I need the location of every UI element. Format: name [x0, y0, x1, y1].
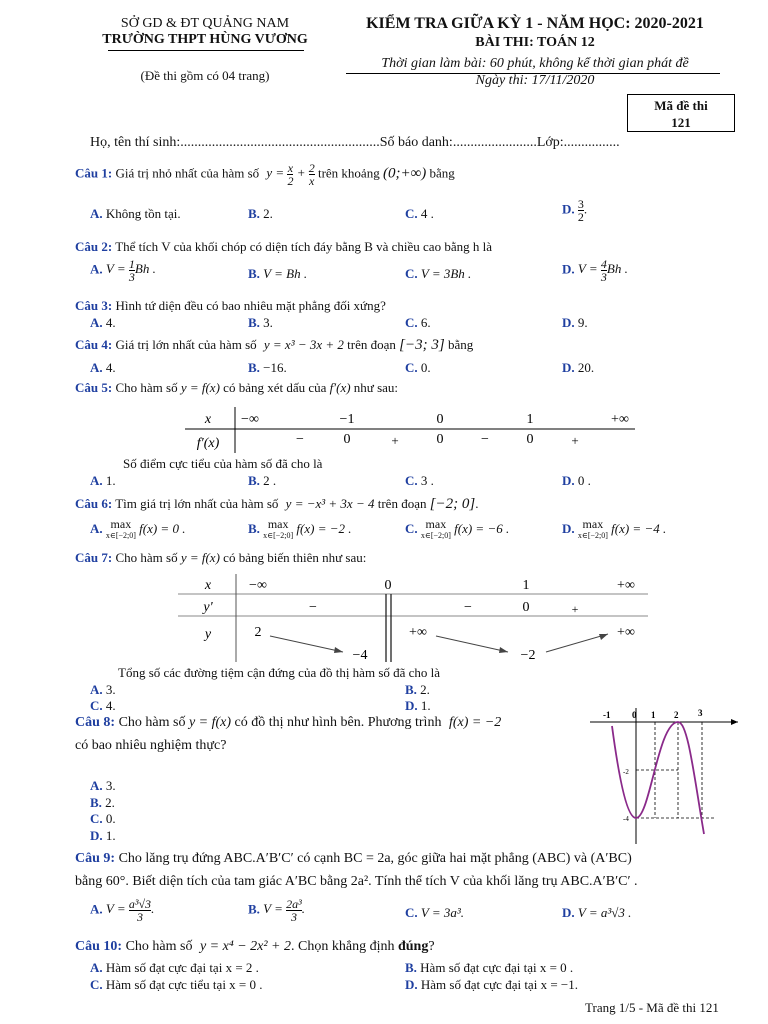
option-letter: C.	[405, 520, 418, 536]
option-letter: C.	[405, 360, 418, 375]
answer-a[interactable]	[90, 473, 116, 489]
table-sign: +	[391, 433, 399, 448]
answer-text: Hàm số đạt cực đại tại x = 0 .	[420, 960, 574, 975]
answer-text: Hàm số đạt cực tiểu tại x = 0 .	[105, 977, 263, 992]
question-text: Thể tích V của khối chóp có diện tích đáy bằng B và chiều cao bằng h là	[115, 239, 492, 254]
answer-a[interactable]	[90, 315, 116, 331]
option-letter: B.	[248, 473, 260, 488]
answer-text: 0.	[105, 811, 116, 826]
answer-text: 0.	[420, 360, 431, 375]
answer-formula: V = a³√3 .	[577, 905, 632, 920]
graph-label: 1	[651, 710, 656, 720]
option-letter: D.	[562, 473, 575, 488]
department-name: SỞ GD & ĐT QUẢNG NAM	[120, 16, 290, 31]
question-label: Câu 4:	[75, 337, 113, 352]
option-letter: D.	[405, 698, 418, 713]
question-label: Câu 9:	[75, 851, 116, 866]
question-label: Câu 10:	[75, 939, 123, 954]
question-text: có đồ thị như hình bên. Phương trình	[234, 715, 442, 730]
question-8	[75, 715, 501, 731]
answer-c[interactable]	[90, 698, 116, 714]
answer-a[interactable]	[90, 258, 156, 283]
answer-text: 2 .	[263, 473, 277, 488]
question-text: trên đoạn	[377, 496, 427, 511]
answer-formula: f(x) = −6 .	[454, 520, 510, 536]
answer-a[interactable]	[90, 960, 259, 976]
answer-text: 9.	[577, 315, 588, 330]
question-label: Câu 1:	[75, 165, 113, 181]
option-letter: A.	[90, 473, 103, 488]
table-fprime-label: f′(x)	[196, 436, 220, 451]
option-letter: A.	[90, 778, 103, 793]
answer-text: 4.	[105, 360, 116, 375]
answer-b[interactable]	[248, 315, 273, 331]
question-9-line2: bằng 60°. Biết diện tích của tam giác A′BC bằng 2a². Tính thể tích V của khối lăng trụ ABC.A′B′C′ .	[75, 874, 638, 889]
formula: f′(x)	[329, 380, 351, 395]
table-x-value: −1	[339, 412, 355, 427]
table-sign: 0	[526, 432, 534, 447]
question-label: Câu 5:	[75, 380, 113, 395]
answer-a[interactable]	[90, 778, 116, 794]
table-x-value: +∞	[611, 412, 629, 427]
answer-c[interactable]	[405, 266, 471, 282]
graph-label: 3	[698, 708, 703, 718]
school-name: TRƯỜNG THPT HÙNG VƯƠNG	[102, 32, 308, 47]
table-x-value: 1	[526, 412, 534, 427]
table-x-value: 0	[384, 578, 392, 593]
answer-b[interactable]	[248, 266, 307, 282]
formula: y = $\frac{x}{2}$ + $\frac{2}{x}$	[266, 161, 315, 188]
option-letter: C.	[405, 266, 418, 281]
formula: [−2; 0]	[429, 496, 476, 512]
table-x-label: x	[204, 578, 212, 593]
answer-c[interactable]	[90, 977, 263, 993]
option-letter: C.	[405, 905, 418, 920]
graph-label: 2	[674, 710, 679, 720]
answer-text: −16.	[263, 360, 287, 375]
pages-note: (Đề thi gồm có 04 trang)	[140, 68, 270, 83]
question-text: ?	[428, 939, 435, 954]
answer-d[interactable]: D. $\frac{3}{2}$ .	[562, 197, 588, 224]
exam-title: KIỂM TRA GIỮA KỲ 1 - NĂM HỌC: 2020-2021	[366, 15, 704, 32]
table-y-value: −4	[352, 648, 368, 663]
answer-a[interactable]	[90, 206, 181, 222]
question-text: trên khoảng	[317, 165, 380, 181]
answer-formula: V = 3Bh .	[420, 266, 472, 281]
question-label: Câu 3:	[75, 298, 113, 313]
answer-b[interactable]	[248, 898, 305, 923]
answer-a[interactable]	[90, 360, 116, 376]
question-text: Cho hàm số	[115, 550, 178, 565]
answer-text: 3.	[105, 778, 116, 793]
table-x-value: 1	[522, 578, 530, 593]
table-x-value: −∞	[241, 412, 259, 427]
option-letter: A.	[90, 682, 103, 697]
table-sign: −	[464, 600, 472, 615]
fraction-three-halves: $\frac{3}{2}$	[577, 197, 584, 224]
max-operator: max x∈[−2;0]	[420, 517, 451, 540]
exam-subject: BÀI THI: TOÁN 12	[475, 35, 595, 50]
answer-b[interactable]	[248, 518, 352, 542]
answer-d[interactable]	[562, 905, 631, 921]
option-letter: A.	[90, 901, 103, 917]
question-text: Giá trị lớn nhất của hàm số	[115, 337, 257, 352]
option-letter: A.	[90, 360, 103, 375]
option-letter: B.	[248, 360, 260, 375]
answer-formula: V = $\frac{4}{3}$ Bh .	[577, 257, 628, 284]
answer-c[interactable]	[405, 206, 434, 222]
answer-b[interactable]	[405, 682, 430, 698]
table-sign: +	[571, 433, 579, 448]
answer-text: 1.	[105, 828, 116, 843]
answer-d[interactable]	[90, 828, 116, 844]
option-letter: D.	[90, 828, 103, 843]
option-letter: D.	[562, 360, 575, 375]
table-sign: 0	[343, 432, 351, 447]
answer-c[interactable]	[405, 905, 464, 921]
answer-formula: f(x) = −4 .	[611, 520, 667, 536]
answer-a[interactable]	[90, 682, 116, 698]
question-text: Cho hàm số	[125, 939, 193, 954]
answer-formula: V = 3a³.	[420, 905, 465, 920]
school-underline	[108, 50, 304, 51]
table-y-value: 2	[254, 625, 262, 640]
question-text: như sau:	[353, 380, 399, 395]
question-4	[75, 337, 473, 354]
table-x-value: −∞	[249, 578, 267, 593]
answer-text: 4.	[105, 698, 116, 713]
option-letter: B.	[90, 795, 102, 810]
option-letter: B.	[405, 682, 417, 697]
graph-label: -4	[623, 815, 629, 823]
question-text: trên đoạn	[347, 337, 396, 352]
table-sign: +	[571, 602, 579, 616]
option-letter: C.	[405, 473, 418, 488]
question-7	[75, 550, 366, 566]
option-letter: A.	[90, 206, 103, 221]
option-letter: C.	[405, 206, 418, 221]
option-letter: D.	[562, 520, 575, 536]
answer-text: 2.	[263, 206, 273, 221]
table-sign: −	[296, 432, 304, 447]
question-5-prompt: Số điểm cực tiểu của hàm số đã cho là	[123, 456, 323, 471]
question-text: Cho hàm số	[118, 715, 186, 730]
question-text: Giá trị nhỏ nhất của hàm số	[115, 165, 260, 181]
answer-d[interactable]	[562, 360, 594, 376]
option-letter: A.	[90, 520, 103, 536]
question-text: có bảng xét dấu của	[223, 380, 327, 395]
question-5	[75, 380, 398, 396]
question-text: Cho lăng trụ đứng ABC.A′B′C′ có cạnh BC = 2a, góc giữa hai mặt phẳng (ABC) và (A′BC)	[118, 851, 632, 866]
question-7-prompt: Tổng số các đường tiệm cận đứng của đồ thị hàm số đã cho là	[118, 665, 441, 680]
formula: y = x⁴ − 2x² + 2	[199, 939, 292, 954]
question-text: Tìm giá trị lớn nhất của hàm số	[115, 496, 279, 511]
max-operator: max x∈[−2;0]	[105, 517, 136, 540]
formula: f(x) = −2	[448, 715, 502, 730]
table-sign: −	[309, 600, 317, 615]
answer-b[interactable]	[90, 795, 115, 811]
question-1	[75, 162, 455, 187]
graph-label: -2	[623, 768, 629, 776]
option-letter: B.	[248, 520, 260, 536]
option-letter: C.	[90, 977, 103, 992]
formula: y = f(x)	[180, 380, 220, 395]
option-letter: D.	[562, 261, 575, 277]
table-y-value: +∞	[617, 625, 635, 640]
graph-label: -1	[603, 710, 611, 720]
answer-c[interactable]	[405, 360, 431, 376]
answer-text: Không tồn tại.	[105, 206, 181, 221]
formula: y = f(x)	[180, 550, 220, 565]
formula: y = −x³ + 3x − 4	[285, 496, 375, 511]
option-letter: A.	[90, 261, 103, 277]
table-y-value: −2	[520, 648, 536, 663]
question-text: Hình tứ diện đều có bao nhiêu mặt phẳng đối xứng?	[115, 298, 386, 313]
answer-c[interactable]	[405, 315, 431, 331]
graph-label: 0	[632, 710, 637, 720]
exam-code-label: Mã đề thi	[654, 98, 708, 113]
option-letter: B.	[405, 960, 417, 975]
answer-text: 1.	[420, 698, 431, 713]
formula: y = f(x)	[188, 715, 232, 730]
option-letter: B.	[248, 315, 260, 330]
answer-text: 3.	[105, 682, 116, 697]
option-letter: D.	[405, 977, 418, 992]
question-label: Câu 8:	[75, 715, 116, 730]
answer-text: Hàm số đạt cực đại tại x = 2 .	[105, 960, 259, 975]
option-letter: C.	[405, 315, 418, 330]
question-9	[75, 851, 632, 867]
answer-c[interactable]	[90, 811, 116, 827]
answer-text: 3.	[263, 315, 273, 330]
answer-d[interactable]	[562, 473, 591, 489]
answer-a[interactable]	[90, 898, 154, 923]
answer-text: 3 .	[420, 473, 434, 488]
answer-text: 2.	[420, 682, 430, 697]
option-letter: D.	[562, 315, 575, 330]
max-operator: max x∈[−2;0]	[263, 517, 294, 540]
option-letter: D.	[562, 201, 575, 217]
answer-d[interactable]	[405, 698, 431, 714]
question-8-line2: có bao nhiêu nghiệm thực?	[75, 738, 227, 753]
question-label: Câu 7:	[75, 550, 113, 565]
variation-table	[178, 572, 648, 664]
exam-code-value: 121	[671, 115, 691, 130]
table-y-label: y	[204, 627, 212, 642]
answer-b[interactable]	[248, 206, 273, 222]
max-operator: max x∈[−2;0]	[577, 517, 608, 540]
answer-text: 4 .	[420, 206, 434, 221]
option-letter: B.	[248, 266, 260, 281]
table-sign: −	[481, 432, 489, 447]
answer-formula: f(x) = 0 .	[139, 520, 186, 536]
question-6: Câu 6: Tìm giá trị lớn nhất của hàm số y = −x³ + 3x − 4 trên đoạn [−2; 0].	[75, 496, 479, 512]
question-text: . Chọn khẳng định	[291, 939, 395, 954]
answer-c[interactable]	[405, 518, 509, 542]
option-letter: D.	[562, 905, 575, 920]
question-3	[75, 298, 386, 314]
answer-formula: f(x) = −2 .	[296, 520, 352, 536]
function-graph	[590, 706, 740, 846]
exam-code-box	[627, 94, 735, 132]
answer-formula: V = $\frac{\text{a³√3}}{3}$ .	[105, 897, 155, 924]
table-x-value: 0	[436, 412, 444, 427]
question-text: bằng	[447, 337, 474, 352]
option-letter: B.	[248, 206, 260, 221]
answer-b[interactable]	[248, 360, 287, 376]
formula: y = x³ − 3x + 2	[263, 337, 344, 352]
question-2	[75, 239, 492, 255]
option-letter: A.	[90, 960, 103, 975]
answer-b[interactable]	[405, 960, 573, 976]
answer-a[interactable]	[90, 518, 185, 542]
answer-b[interactable]	[248, 473, 276, 489]
answer-d[interactable]	[562, 258, 628, 283]
option-letter: C.	[90, 811, 103, 826]
emphasis-word: đúng	[397, 939, 429, 954]
question-label: Câu 6:	[75, 496, 113, 511]
page-footer: Trang 1/5 - Mã đề thi 121	[585, 1000, 719, 1015]
answer-text: 0 .	[577, 473, 591, 488]
answer-text: 6.	[420, 315, 431, 330]
table-sign: 0	[522, 600, 530, 615]
formula: [−3; 3]	[399, 337, 445, 353]
question-text: bằng	[429, 165, 455, 181]
answer-text: 1.	[105, 473, 116, 488]
table-x-label: x	[204, 412, 212, 427]
answer-text: 20.	[577, 360, 595, 375]
answer-c[interactable]	[405, 473, 434, 489]
question-text: có bảng biến thiên như sau:	[223, 550, 367, 565]
option-letter: A.	[90, 315, 103, 330]
answer-text: Hàm số đạt cực đại tại x = −1.	[420, 977, 578, 992]
option-letter: B.	[248, 901, 260, 917]
answer-d[interactable]	[562, 518, 666, 542]
answer-d[interactable]	[562, 315, 588, 331]
answer-text: 2.	[105, 795, 115, 810]
table-x-value: +∞	[617, 578, 635, 593]
table-yprime-label: y'	[203, 600, 213, 615]
answer-d[interactable]	[405, 977, 578, 993]
formula: (0;+∞)	[382, 165, 427, 182]
answer-formula: V = $\frac{1}{3}$ Bh .	[105, 257, 156, 284]
question-text: Cho hàm số	[115, 380, 178, 395]
time-note: Thời gian làm bài: 60 phút, không kể thời gian phát đề	[381, 56, 689, 71]
student-info-line: Họ, tên thí sinh:.........................................................Số báo danh:........................Lớp:................	[90, 135, 620, 150]
answer-formula: V = $\frac{\text{2a³}}{3}$ .	[263, 897, 306, 924]
table-y-value: +∞	[409, 625, 427, 640]
sign-table	[180, 405, 640, 455]
option-letter: C.	[90, 698, 103, 713]
question-10	[75, 939, 435, 955]
exam-date: Ngày thi: 17/11/2020	[475, 73, 595, 88]
answer-text: 4.	[105, 315, 116, 330]
answer-formula: V = Bh .	[263, 266, 308, 281]
table-sign: 0	[436, 432, 444, 447]
question-label: Câu 2:	[75, 239, 113, 254]
